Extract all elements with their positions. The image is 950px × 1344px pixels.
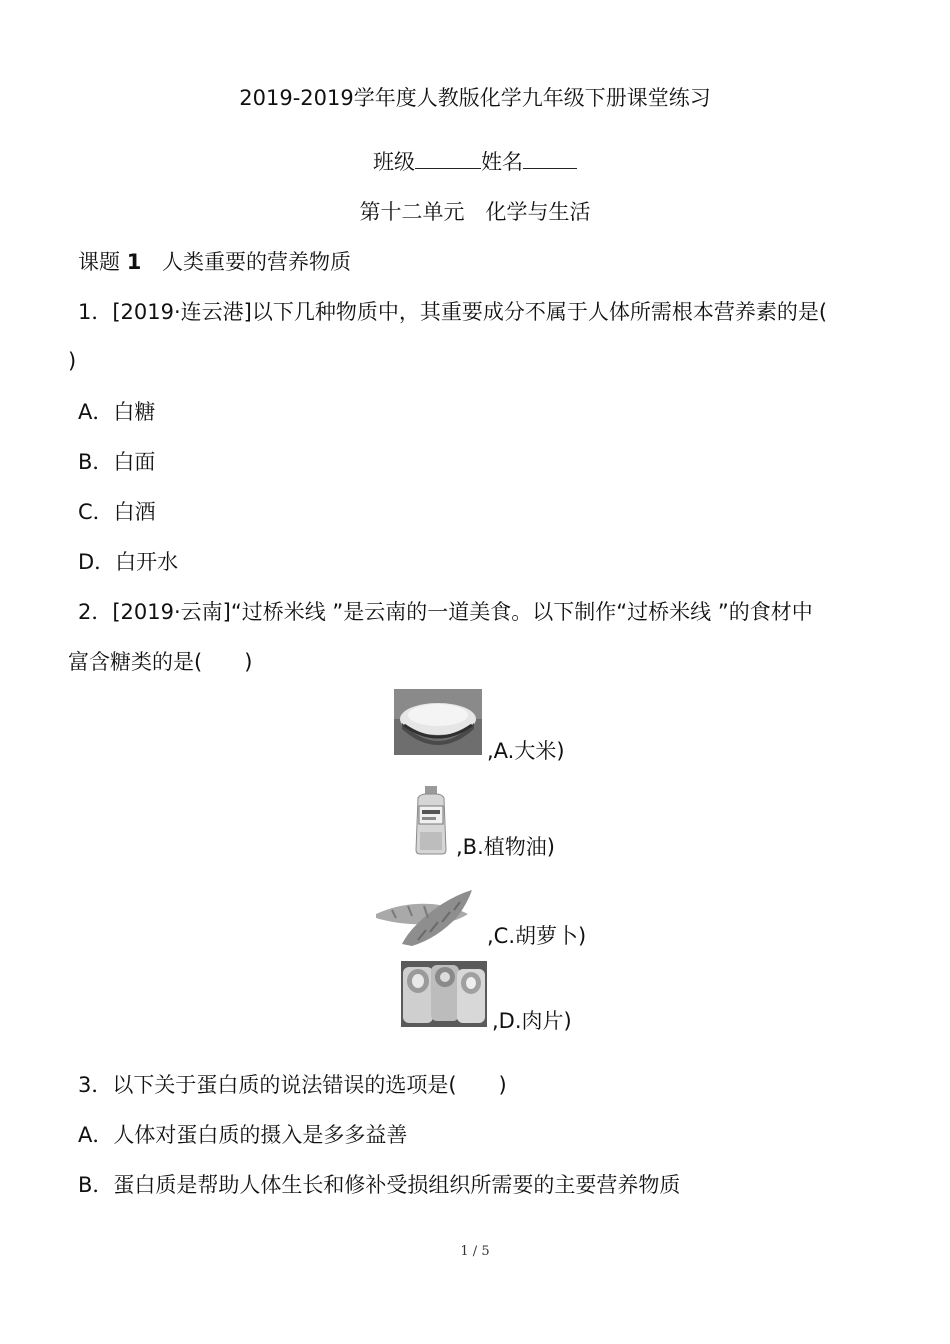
class-label: 班级 bbox=[373, 150, 415, 174]
q1-stem-line1: 1．[2019·连云港]以下几种物质中，其重要成分不属于人体所需根本营养素的是( bbox=[78, 300, 828, 324]
q3-stem: 3．以下关于蛋白质的说法错误的选项是( ) bbox=[78, 1073, 507, 1097]
lesson-number: 1 bbox=[126, 250, 142, 274]
q1-option-a: A．白糖 bbox=[78, 400, 156, 424]
q2-option-b: ,B.植物油) bbox=[456, 835, 555, 859]
document-title: 2019-2019学年度人教版化学九年级下册课堂练习 bbox=[239, 86, 711, 110]
q2-option-d: ,D.肉片) bbox=[492, 1009, 572, 1033]
q2-option-a: ,A.大米) bbox=[487, 739, 565, 763]
oil-bottle-photo bbox=[410, 784, 452, 856]
meat-slices-photo bbox=[401, 961, 487, 1027]
class-blank bbox=[415, 148, 481, 169]
q1-option-c: C．白酒 bbox=[78, 500, 156, 524]
q1-option-d: D．白开水 bbox=[78, 550, 179, 574]
q2-option-c: ,C.胡萝卜) bbox=[487, 924, 587, 948]
carrot-photo bbox=[372, 884, 482, 948]
lesson-heading bbox=[78, 248, 351, 276]
q1-stem-line2: ) bbox=[68, 349, 77, 373]
q3-option-b: B．蛋白质是帮助人体生长和修补受损组织所需要的主要营养物质 bbox=[78, 1173, 681, 1197]
class-name-line bbox=[0, 148, 950, 176]
lesson-title: 人类重要的营养物质 bbox=[162, 250, 351, 274]
q2-stem-line2: 富含糖类的是( ) bbox=[68, 650, 253, 674]
lesson-prefix: 课题 bbox=[78, 250, 120, 274]
rice-bowl-photo bbox=[394, 689, 482, 755]
page-number: 1 / 5 bbox=[460, 1244, 490, 1259]
q1-option-b: B．白面 bbox=[78, 450, 156, 474]
q2-stem-line1: 2．[2019·云南]“过桥米线 ”是云南的一道美食。以下制作“过桥米线 ”的食材中 bbox=[78, 600, 813, 624]
q3-option-a: A．人体对蛋白质的摄入是多多益善 bbox=[78, 1123, 408, 1147]
name-label: 姓名 bbox=[481, 150, 523, 174]
unit-heading: 第十二单元 化学与生活 bbox=[359, 200, 591, 224]
name-blank bbox=[523, 148, 577, 169]
